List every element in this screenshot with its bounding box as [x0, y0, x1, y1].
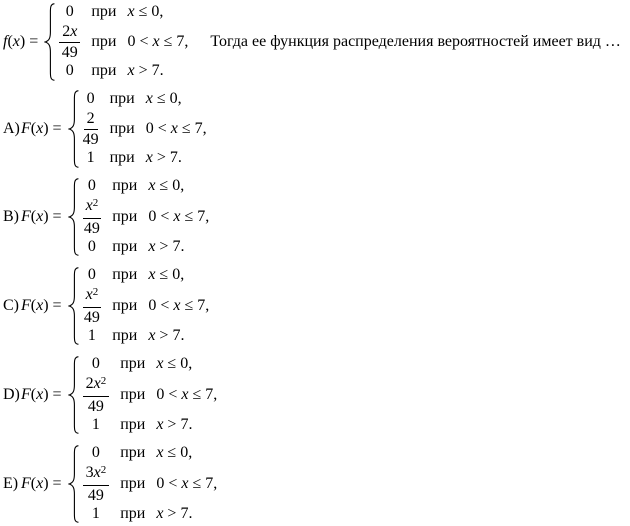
problem-statement: [3, 2, 630, 81]
fraction-denominator: 49: [83, 220, 100, 237]
case-value: 0: [91, 444, 100, 461]
equals-sign: =: [52, 474, 62, 492]
fraction: [83, 463, 110, 504]
left-brace-icon: [68, 356, 79, 434]
case-keyword: при: [120, 385, 146, 403]
fraction-coefficient: 2: [85, 375, 94, 392]
option-lhs: [21, 386, 64, 404]
case-keyword: при: [120, 474, 146, 492]
case-condition: [148, 237, 209, 257]
condition-suffix: ≤ 7,: [188, 474, 218, 492]
argument-variable: x: [36, 296, 44, 314]
option-cases: [83, 89, 207, 168]
condition-prefix: 0 <: [148, 296, 174, 314]
condition-variable: x: [173, 296, 181, 314]
condition-prefix: 0 <: [148, 207, 174, 225]
function-name: F: [21, 119, 31, 137]
case-keyword: при: [109, 149, 135, 166]
equals-sign: =: [29, 32, 39, 50]
fraction-denominator: 49: [87, 398, 104, 415]
case-condition: [156, 443, 217, 463]
option-lhs: [21, 475, 64, 493]
case-condition: [146, 119, 207, 139]
case-condition: [146, 89, 207, 109]
equals-sign: =: [52, 119, 62, 137]
case-keyword: при: [120, 416, 146, 433]
condition-prefix: 0 <: [145, 119, 171, 137]
fraction-variable: x: [85, 197, 93, 214]
left-brace-icon: [68, 267, 79, 345]
condition-variable: x: [127, 3, 135, 20]
condition-variable: x: [152, 32, 160, 50]
case-value: 1: [91, 505, 100, 522]
left-paren: (: [30, 385, 37, 403]
case-keyword: при: [91, 3, 117, 20]
condition-prefix: 0 <: [127, 32, 153, 50]
fraction: [83, 196, 102, 237]
case-value: 0: [87, 238, 96, 255]
fraction-variable: x: [70, 23, 78, 40]
case-condition: [148, 207, 209, 227]
question-prompt: Тогда ее функция распределения вероятностей имеет вид …: [210, 32, 621, 50]
condition-prefix: 0 <: [156, 385, 182, 403]
left-paren: (: [30, 474, 37, 492]
case-keyword: при: [91, 62, 117, 79]
condition-variable: x: [181, 385, 189, 403]
right-paren: ): [43, 474, 49, 492]
option-label: A): [3, 119, 20, 137]
condition-suffix: > 7.: [134, 62, 164, 79]
condition-suffix: ≤ 0,: [134, 3, 164, 20]
case-keyword: при: [109, 90, 135, 107]
case-value: 0: [87, 266, 96, 283]
fraction-coefficient: 2: [62, 23, 71, 40]
case-condition: [146, 148, 207, 168]
function-name: F: [21, 385, 31, 403]
case-keyword: при: [120, 505, 146, 522]
condition-variable: x: [145, 90, 153, 107]
case-condition: [156, 354, 217, 374]
fraction-exponent: 2: [92, 286, 99, 298]
option-cases: [83, 176, 210, 257]
equals-sign: =: [52, 296, 62, 314]
option-row-b: [3, 176, 630, 257]
left-paren: (: [7, 32, 13, 50]
left-paren: (: [30, 119, 37, 137]
case-condition: [156, 385, 217, 405]
option-label: B): [3, 207, 19, 225]
fraction: [83, 374, 110, 415]
function-name: F: [21, 296, 31, 314]
condition-suffix: ≤ 7,: [180, 207, 210, 225]
case-condition: [156, 415, 217, 435]
fraction-variable: x: [93, 375, 101, 392]
condition-suffix: ≤ 7,: [159, 32, 189, 50]
case-condition: [156, 504, 217, 524]
condition-suffix: ≤ 7,: [180, 296, 210, 314]
condition-suffix: ≤ 0,: [152, 90, 182, 107]
case-keyword: при: [112, 238, 138, 255]
fraction: [83, 285, 102, 326]
argument-variable: x: [36, 119, 44, 137]
condition-variable: x: [156, 444, 164, 461]
left-paren: (: [30, 207, 37, 225]
density-cases: [59, 2, 188, 81]
condition-suffix: ≤ 7,: [188, 385, 218, 403]
option-row-c: [3, 265, 630, 346]
condition-suffix: ≤ 0,: [163, 355, 193, 372]
condition-variable: x: [156, 505, 164, 522]
equals-sign: =: [52, 385, 62, 403]
fraction-variable: x: [93, 464, 101, 481]
condition-variable: x: [127, 62, 135, 79]
condition-prefix: 0 <: [156, 474, 182, 492]
case-keyword: при: [109, 119, 135, 137]
case-value: 0: [65, 62, 74, 79]
left-paren: (: [30, 296, 37, 314]
option-cases: [83, 443, 218, 524]
argument-variable: x: [36, 207, 44, 225]
case-keyword: при: [112, 327, 138, 344]
case-value: 0: [86, 90, 95, 107]
fraction-denominator: 49: [61, 44, 78, 61]
condition-variable: x: [148, 327, 156, 344]
option-lhs: [21, 120, 64, 138]
right-paren: ): [43, 207, 49, 225]
option-row-a: [3, 89, 630, 168]
case-condition: [156, 474, 217, 494]
fraction-exponent: 2: [92, 197, 99, 209]
condition-variable: x: [148, 266, 156, 283]
case-value: 0: [87, 177, 96, 194]
left-brace-icon: [44, 3, 55, 81]
case-value: 0: [91, 355, 100, 372]
equals-sign: =: [52, 207, 62, 225]
option-lhs: [21, 208, 64, 226]
case-condition: [127, 61, 188, 81]
case-keyword: при: [112, 207, 138, 225]
function-name: f: [3, 32, 8, 50]
condition-suffix: ≤ 7,: [177, 119, 207, 137]
condition-variable: x: [148, 238, 156, 255]
condition-suffix: ≤ 0,: [163, 444, 193, 461]
case-value: 1: [87, 327, 96, 344]
fraction: [59, 22, 80, 61]
option-cases: [83, 265, 210, 346]
fraction-denominator: 49: [83, 309, 100, 326]
function-name: F: [21, 207, 31, 225]
option-row-d: [3, 354, 630, 435]
condition-suffix: > 7.: [152, 149, 182, 166]
right-paren: ): [43, 119, 49, 137]
case-keyword: при: [91, 32, 117, 50]
case-value: 1: [86, 149, 95, 166]
argument-variable: x: [36, 385, 44, 403]
option-row-e: [3, 443, 630, 524]
fraction-exponent: 2: [100, 464, 107, 476]
condition-suffix: ≤ 0,: [155, 177, 185, 194]
right-paren: ): [43, 385, 49, 403]
condition-variable: x: [156, 355, 164, 372]
case-value: 0: [65, 3, 74, 20]
condition-variable: x: [145, 149, 153, 166]
case-condition: [127, 32, 188, 52]
fraction: [83, 109, 99, 148]
right-paren: ): [43, 296, 49, 314]
density-lhs: [3, 33, 40, 51]
left-brace-icon: [68, 445, 79, 523]
option-lhs: [21, 297, 64, 315]
fraction-exponent: 2: [100, 375, 107, 387]
case-keyword: при: [112, 266, 138, 283]
fraction-denominator: 49: [87, 487, 104, 504]
case-keyword: при: [120, 355, 146, 372]
left-brace-icon: [68, 90, 79, 168]
condition-suffix: > 7.: [155, 238, 185, 255]
case-keyword: при: [112, 177, 138, 194]
function-name: F: [21, 474, 31, 492]
fraction-variable: x: [85, 286, 93, 303]
condition-variable: x: [156, 416, 164, 433]
option-label: E): [3, 474, 19, 492]
case-condition: [148, 176, 209, 196]
case-keyword: при: [120, 444, 146, 461]
case-condition: [127, 2, 188, 22]
condition-variable: x: [170, 119, 178, 137]
left-brace-icon: [68, 178, 79, 256]
case-condition: [148, 326, 209, 346]
right-paren: ): [19, 32, 26, 50]
condition-variable: x: [181, 474, 189, 492]
case-condition: [148, 265, 209, 285]
option-label: D): [3, 385, 20, 403]
condition-suffix: > 7.: [163, 416, 193, 433]
condition-suffix: > 7.: [155, 327, 185, 344]
condition-variable: x: [148, 177, 156, 194]
fraction-coefficient: 2: [86, 110, 95, 127]
option-cases: [83, 354, 218, 435]
condition-variable: x: [173, 207, 181, 225]
fraction-denominator: 49: [82, 131, 99, 148]
option-label: C): [3, 296, 19, 314]
case-condition: [148, 296, 209, 316]
fraction-coefficient: 3: [85, 464, 94, 481]
case-value: 1: [91, 416, 100, 433]
condition-suffix: > 7.: [163, 505, 193, 522]
case-keyword: при: [112, 296, 138, 314]
argument-variable: x: [12, 32, 20, 50]
argument-variable: x: [36, 474, 44, 492]
condition-suffix: ≤ 0,: [155, 266, 185, 283]
